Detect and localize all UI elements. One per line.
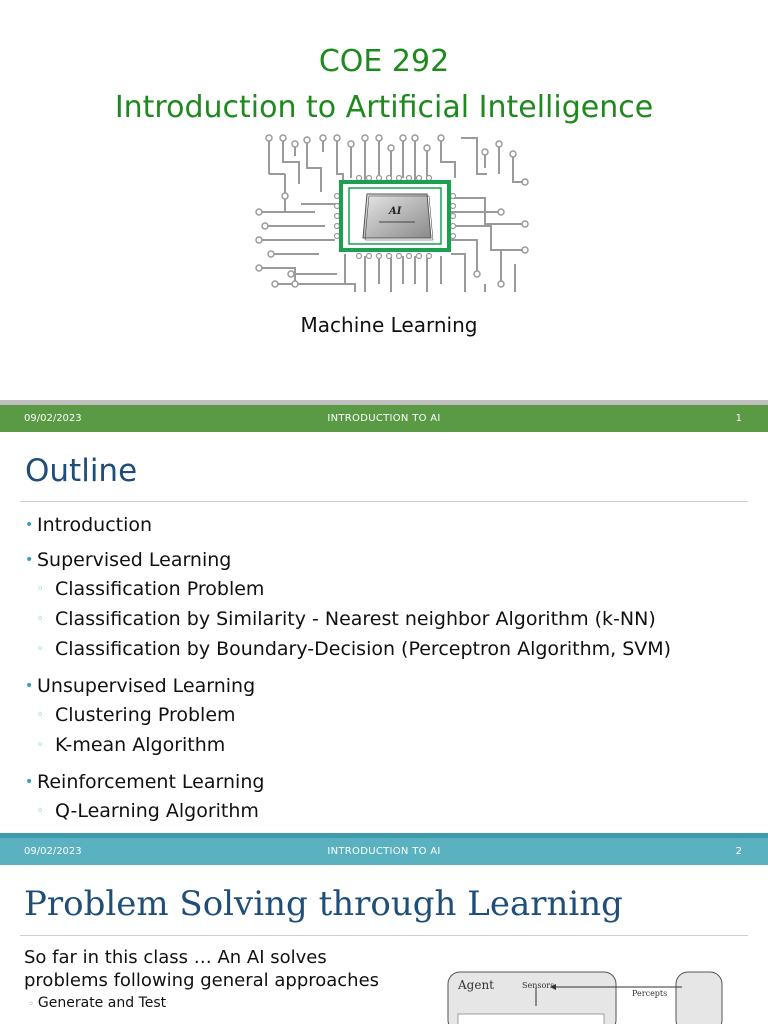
footer-date: 09/02/2023 — [24, 413, 82, 424]
bullet-icon: ◦ — [37, 804, 44, 817]
bullet-icon: • — [25, 517, 34, 533]
course-title: Introduction to Artificial Intelligence — [114, 90, 654, 125]
outline-subitem: Classification by Similarity - Nearest neighbor Algorithm (k-NN) — [55, 608, 656, 630]
body-line: problems following general approaches — [24, 970, 380, 991]
bullet-icon: ◦ — [37, 612, 44, 625]
body-text — [24, 946, 379, 992]
footer-date: 09/02/2023 — [24, 846, 82, 857]
bullet-icon: ◦ — [28, 999, 34, 1010]
slide-footer-2 — [0, 838, 768, 865]
subtitle: Machine Learning — [300, 313, 478, 337]
outline-subitem: Clustering Problem — [55, 704, 236, 726]
outline-title: Outline — [25, 453, 138, 489]
title-divider — [20, 935, 748, 936]
bullet-icon: ◦ — [37, 738, 44, 751]
outline-subitem: Q-Learning Algorithm — [55, 800, 259, 822]
title-divider — [20, 501, 748, 502]
bullet-icon: ◦ — [37, 582, 44, 595]
sub-bullet — [28, 995, 166, 1011]
bullet-icon: • — [25, 552, 34, 568]
outline-subitem: Classification Problem — [55, 578, 265, 600]
course-code: COE 292 — [318, 44, 450, 79]
circuit-chip-illustration — [255, 134, 533, 296]
bullet-icon: ◦ — [37, 642, 44, 655]
chip-label: AI — [389, 206, 402, 217]
slide-footer-1 — [0, 405, 768, 432]
footer-title: INTRODUCTION TO AI — [327, 413, 441, 424]
title-slide — [0, 0, 768, 400]
outline-item: Introduction — [37, 514, 153, 536]
bullet-icon: • — [25, 678, 34, 694]
outline-item: Supervised Learning — [37, 549, 232, 571]
page-number: 2 — [735, 846, 742, 857]
page-number: 1 — [735, 413, 742, 424]
outline-subitem: Classification by Boundary-Decision (Perceptron Algorithm, SVM) — [55, 638, 672, 660]
outline-item: Reinforcement Learning — [37, 771, 265, 793]
body-line: So far in this class … An AI solves — [24, 947, 327, 968]
bullet-icon: • — [25, 774, 34, 790]
footer-title: INTRODUCTION TO AI — [327, 846, 441, 857]
sub-bullet-text: Generate and Test — [37, 995, 167, 1011]
outline-item: Unsupervised Learning — [37, 675, 256, 697]
agent-diagram — [446, 966, 750, 1024]
agent-label: Agent — [458, 978, 494, 992]
sensors-label: Sensors — [522, 981, 555, 990]
outline-subitem: K-mean Algorithm — [55, 734, 226, 756]
bullet-icon: ◦ — [37, 708, 44, 721]
percepts-label: Percepts — [632, 989, 668, 998]
slide-title: Problem Solving through Learning — [24, 884, 623, 924]
